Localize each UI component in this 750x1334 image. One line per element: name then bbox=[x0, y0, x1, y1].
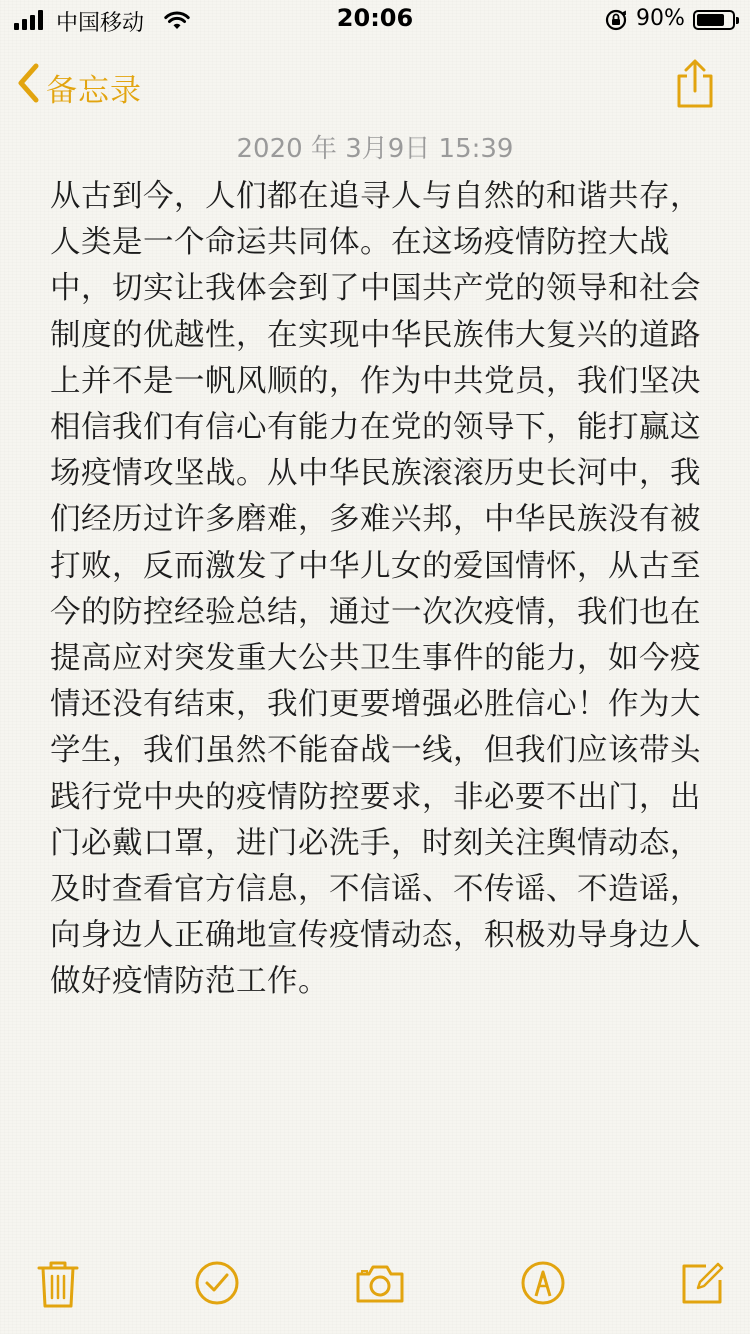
compose-button[interactable] bbox=[680, 1260, 726, 1310]
camera-button[interactable] bbox=[354, 1264, 406, 1308]
battery-icon bbox=[693, 10, 735, 30]
share-icon bbox=[674, 95, 716, 114]
navigation-bar bbox=[0, 52, 750, 116]
carrier-name: 中国移动 bbox=[56, 11, 145, 36]
status-bar bbox=[0, 0, 750, 40]
clock: 20:06 bbox=[336, 4, 414, 32]
checklist-button[interactable] bbox=[194, 1260, 240, 1310]
back-label: 备忘录 bbox=[46, 72, 142, 109]
trash-icon bbox=[36, 1295, 80, 1314]
note-body-text[interactable]: 从古到今，人们都在追寻人与自然的和谐共存，人类是一个命运共同体。在这场疫情防控大战中，切实让我体会到了中国共产党的领导和社会制度的优越性，在实现中华民族伟大复兴的道路上并不是一帆风顺的，作为中共党员，我们坚决相信我们有信心有能力在党的领导下，能打赢这场疫情攻坚战。从中华民族滚滚历史长河中，我们经历过许多磨难，多难兴邦，中华民族没有被打败，反而激发了中华儿女的爱国情怀，从古至今的防控经验总结，通过一次次疫情，我们也在提高应对突发重大公共卫生事件的能力，如今疫情还没有结束，我们更要增强必胜信心！作为大学生，我们虽然不能奋战一线，但我们应该带头践行党中央的疫情防控要求，非必要不出门，出门必戴口罩，进门必洗手，时刻关注舆情动态，及时查看官方信息，不信谣、不传谣、不造谣，向身边人正确地宣传疫情动态，积极劝导身边人做好疫情防范工作。 bbox=[50, 179, 701, 1000]
compose-icon bbox=[680, 1291, 726, 1310]
back-button[interactable] bbox=[16, 62, 142, 112]
bottom-toolbar bbox=[0, 1258, 750, 1314]
delete-button[interactable] bbox=[36, 1258, 80, 1314]
camera-icon bbox=[354, 1289, 406, 1308]
markup-button[interactable] bbox=[520, 1260, 566, 1310]
note-timestamp: 2020 年 3月9日 15:39 bbox=[236, 134, 514, 164]
markup-icon bbox=[520, 1291, 566, 1310]
checklist-icon bbox=[194, 1291, 240, 1310]
share-button[interactable] bbox=[674, 58, 716, 114]
battery-fill bbox=[697, 14, 724, 26]
battery-nub bbox=[736, 17, 739, 24]
chevron-left-icon bbox=[16, 62, 40, 112]
rotation-lock-icon bbox=[604, 9, 628, 37]
battery-percent: 90% bbox=[636, 6, 685, 31]
